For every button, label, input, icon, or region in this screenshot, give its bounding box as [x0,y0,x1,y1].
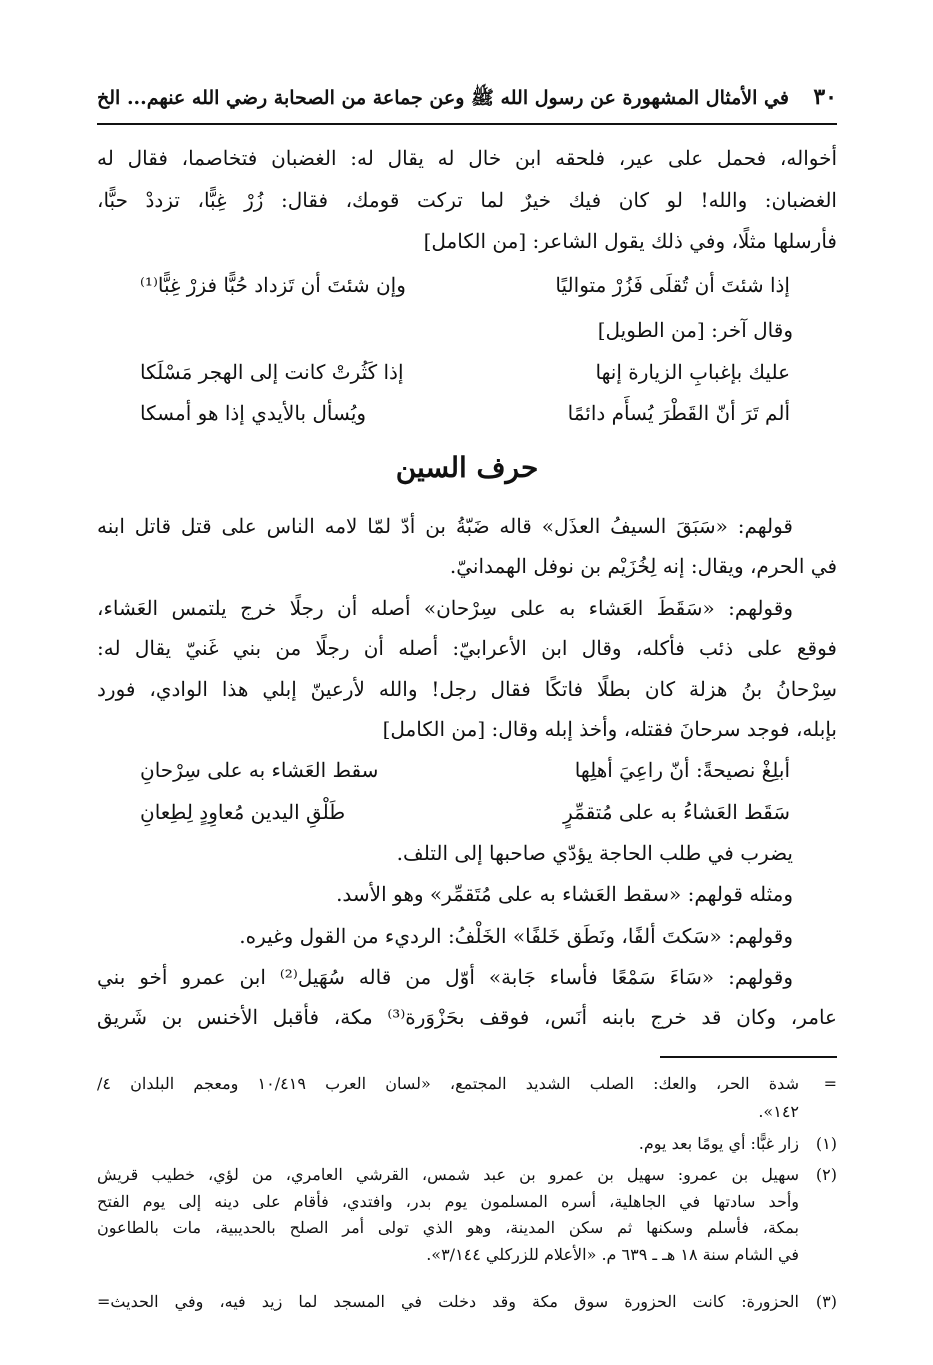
verse-first-hemistich: إذا شئتَ أن تُقلَى فَزُرْ متواليًا [555,273,790,297]
text-line: أخواله، فحمل على عير، فلحقه ابن خال له يقال له: الغضبان فتخاصما، فقال له [97,146,837,170]
footnote-line: وأحد سادتها في الجاهلية، أسره المسلمون يوم بدر، وافتدي، فأقام على دينه إلى يوم الفتح [97,1192,799,1211]
footnote-rule [660,1056,837,1058]
verse-line [140,795,790,829]
footnote-marker: (٣) [815,1292,837,1311]
verse-second-hemistich: ويُسأل بالأيدي إذا هو أمسكا [140,401,367,425]
footnote-marker: (١) [815,1134,837,1153]
text-line: يضرب في طلب الحاجة يؤدّي صاحبها إلى التلف. [396,841,793,865]
verse-second-hemistich: وإن شئتَ أن تَزداد حُبًّا فزرْ غِبًّا⁽¹⁾ [140,273,406,297]
footnote-line [97,1163,837,1187]
footnote-line: ١٤٢». [758,1102,799,1121]
footnote-line [97,1290,837,1314]
text-line: وقولهم: «سَاءَ سَمْعًا فأساء جَابة» أوّل من قاله سُهَيل⁽²⁾ ابن عمرو أخو بني [97,965,793,989]
footnote-marker: = [823,1074,837,1093]
verse-second-hemistich: طَلْقِ اليدين مُعاوِدٍ لِطِعانِ [140,800,346,824]
text-line: وقولهم: «سَكتَ ألفًا، ونَطَق خَلفًا» الخَلْفُ: الرديء من القول وغيره. [239,924,793,948]
footnote-marker: (٢) [815,1165,837,1184]
footnote-line: بمكة، فأسلم وسكنها ثم سكن المدينة، وهو الذي تولى أمر الصلح بالحديبية، مات بالطاعون [97,1218,799,1237]
meter-note: وقال آخر: [من الطويل] [597,318,793,342]
section-title: حرف السين [395,451,539,484]
running-title: في الأمثال المشهورة عن رسول الله ﷺ وعن جماعة من الصحابة رضي الله عنهم... الخ [97,87,789,109]
footnote-line [97,1132,837,1156]
verse-second-hemistich: إذا كَثُرتْ كانت إلى الهجر مَسْلَكا [140,360,404,384]
verse-line [140,355,790,389]
header-rule [97,123,837,125]
text-line: عامر، وكان قد خرج بابنه أنَس، فوقف بحَزْوَرة⁽³⁾ مكة، فأقبل الأخنس بن شَريق [97,1005,837,1029]
verse-first-hemistich: أبلِغْ نصيحةً: أنّ راعِيَ أهلِها [574,758,790,782]
text-line: قولهم: «سَبَقَ السيفُ العذَل» قاله ضَبّةُ بن أدّ لمّا لامه الناس على قتل قاتل ابنه [97,514,793,538]
footnote-text: زار غبًّا: أي يومًا بعد يوم. [638,1134,799,1153]
footnote-text: شدة الحر، والعك: الصلب الشديد المجتمع، «لسان العرب ١٠/٤١٩ ومعجم البلدان ٤/ [97,1074,799,1093]
footnote-line [97,1072,837,1096]
verse-line [140,753,790,787]
verse-line [140,268,790,302]
text-line: ومثله قولهم: «سقط العَشاء به على مُتَقمِّر» وهو الأسد. [336,882,793,906]
text-line: فأرسلها مثلًا، وفي ذلك يقول الشاعر: [من الكامل] [423,229,837,253]
running-header [97,84,837,120]
verse-first-hemistich: سَقَط العَشاءُ به على مُتقمِّرٍ [563,800,790,824]
text-line: وقولهم: «سَقَطَ العَشاء به على سِرْحان» أصله أن رجلًا خرج يلتمس العَشاء، [97,596,793,620]
verse-first-hemistich: ألم تَرَ أنّ القَطْرَ يُسأَم دائمًا [567,401,790,425]
footnote-text: الحزورة: كانت الحزورة سوق مكة وقد دخلت في المسجد لما زيد فيه، وفي الحديث= [97,1292,799,1311]
text-line: سِرْحانُ بنُ هزلة كان بطلًا فاتكًا فقال رجل! والله لأرعينّ إبلي هذا الوادي، فورد [97,677,837,701]
footnote-line: في الشام سنة ١٨ هـ ـ ٦٣٩ م. «الأعلام للزركلي ٣/١٤٤». [426,1245,799,1264]
page-number: ٣٠ [813,84,837,110]
verse-first-hemistich: عليك بإغبابِ الزيارة إنها [595,360,790,384]
text-line: بإبله، فوجد سرحانَ فقتله، وأخذ إبله وقال: [من الكامل] [382,717,837,741]
text-line: في الحرم، ويقال: إنه لِخُزَيْم بن نوفل الهمدانيّ. [449,554,837,578]
verse-second-hemistich: سقط العَشاء به على سِرْحانِ [140,758,379,782]
footnote-text: سهيل بن عمرو: سهيل بن عمرو بن عبد شمس، القرشي العامري، من لؤي، خطيب قريش [97,1165,799,1184]
text-line: فوقع على ذئب فأكله، وقال ابن الأعرابيّ: أصله أن رجلًا من بني غَنيّ يقال له: [97,636,837,660]
verse-line [140,396,790,430]
text-line: الغضبان: والله! لو كان فيك خيرٌ لما تركت قومك، فقال: زُرْ غِبًّا، تزددْ حبًّا، [97,188,837,212]
